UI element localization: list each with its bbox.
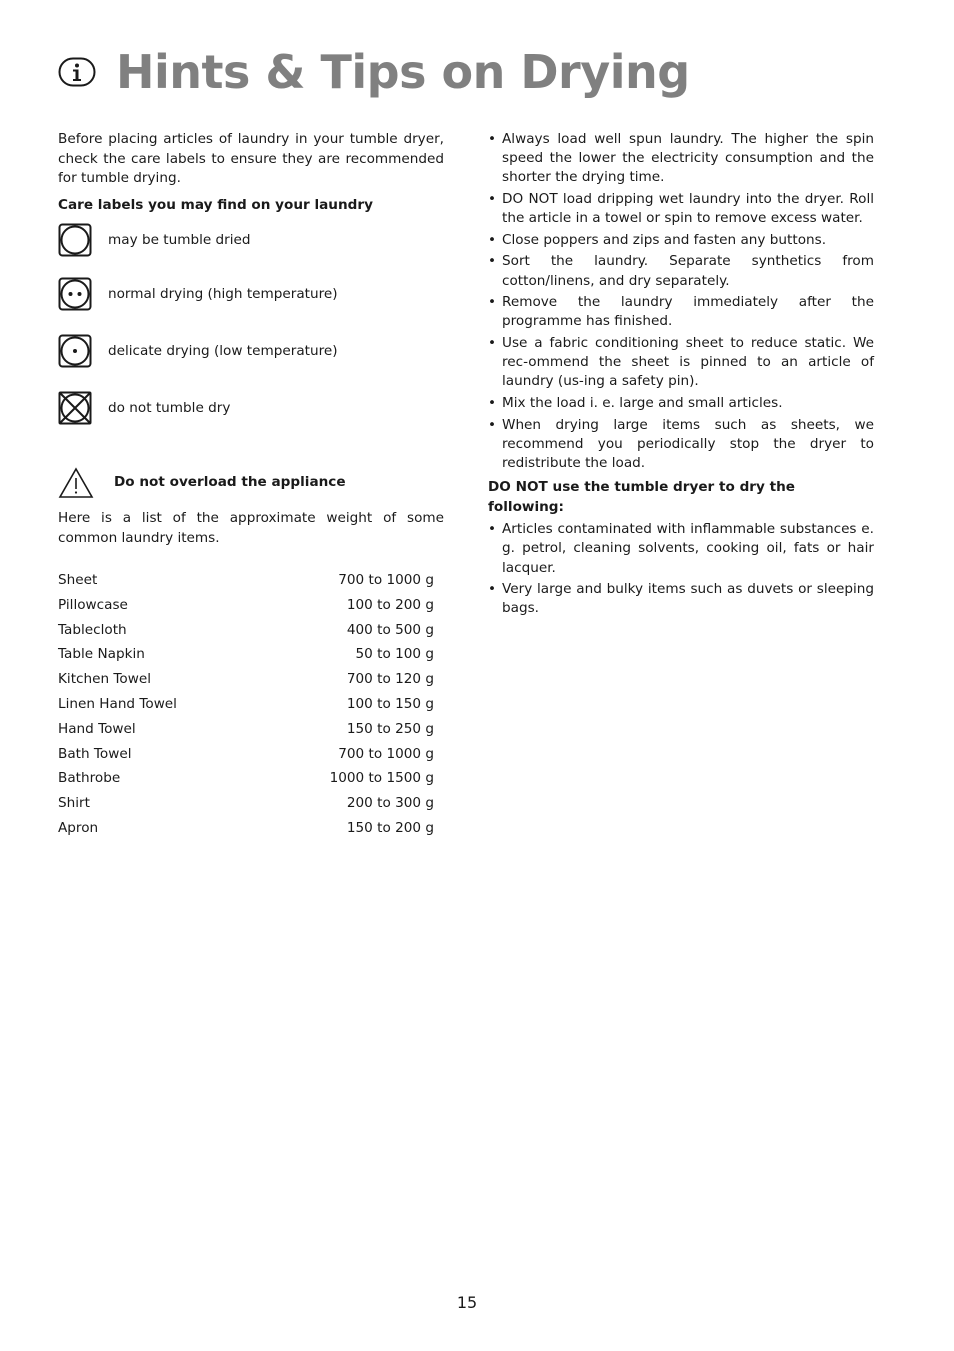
- bullet-marker: •: [488, 581, 497, 598]
- table-row: [58, 717, 434, 742]
- page-title: Hints & Tips on Drying: [116, 45, 690, 99]
- table-row: [58, 766, 434, 791]
- list-item: [488, 334, 874, 392]
- list-item: [488, 520, 874, 578]
- care-label-item: [58, 277, 338, 311]
- table-row: [58, 593, 434, 618]
- do-not-heading: DO NOT use the tumble dryer to dry the following:: [488, 479, 795, 515]
- tumble-dry-high-icon: [58, 277, 92, 311]
- care-label-text: do not tumble dry: [108, 400, 231, 416]
- item-name: Shirt: [58, 795, 90, 812]
- list-item: [488, 231, 874, 250]
- table-row: [58, 742, 434, 767]
- tip-text: Always load well spun laundry. The higher the spin speed the lower the electricity consumption and the shorter the drying time.: [502, 131, 874, 186]
- item-weight: 700 to 1000 g: [338, 745, 434, 762]
- item-name: Sheet: [58, 572, 98, 588]
- overload-warning-text: Do not overload the appliance: [114, 474, 346, 491]
- tip-text: Use a fabric conditioning sheet to reduce static. We rec-ommend the sheet is pinned to an article of laundry (us-ing a safety pin).: [502, 334, 874, 390]
- table-row: [58, 618, 434, 643]
- tip-text: DO NOT load dripping wet laundry into the dryer. Roll the article in a towel or spin to remove excess water.: [502, 191, 874, 227]
- bullet-marker: •: [488, 334, 497, 351]
- bullet-marker: •: [488, 131, 497, 147]
- tip-text: Close poppers and zips and fasten any buttons.: [502, 231, 827, 248]
- item-name: Linen Hand Towel: [58, 695, 177, 712]
- item-weight: 1000 to 1500 g: [329, 770, 434, 787]
- tumble-dry-low-icon: [58, 334, 92, 368]
- table-row: [58, 791, 434, 816]
- list-item: [488, 293, 874, 331]
- weights-intro: Here is a list of the approximate weight of some common laundry items.: [58, 510, 444, 546]
- tips-list: [488, 130, 874, 473]
- item-weight: 100 to 150 g: [346, 695, 434, 712]
- care-label-item: [58, 334, 338, 368]
- tip-text: Remove the laundry immediately after the programme has finished.: [502, 294, 874, 330]
- weight-table: [58, 568, 434, 841]
- bullet-marker: •: [488, 231, 497, 248]
- table-row: [58, 642, 434, 667]
- table-row: [58, 568, 434, 593]
- do-not-list: [488, 520, 874, 618]
- info-icon: [58, 57, 96, 87]
- bullet-marker: •: [488, 253, 497, 270]
- item-weight: 100 to 200 g: [346, 596, 434, 613]
- do-not-tumble-dry-icon: [58, 391, 92, 425]
- bullet-marker: •: [488, 416, 497, 433]
- bullet-marker: •: [488, 521, 497, 538]
- warning-triangle-icon: [58, 467, 94, 499]
- table-row: [58, 816, 434, 841]
- left-column: [58, 130, 444, 841]
- list-item: [488, 130, 874, 188]
- page-number: 15: [456, 1293, 478, 1312]
- tip-text: Mix the load i. e. large and small articles.: [502, 394, 783, 411]
- list-item: [488, 580, 874, 618]
- item-name: Tablecloth: [58, 621, 127, 638]
- item-name: Apron: [58, 819, 99, 836]
- bullet-marker: •: [488, 394, 497, 411]
- do-not-text: Very large and bulky items such as duvets or sleeping bags.: [502, 581, 874, 617]
- item-name: Bathrobe: [58, 770, 121, 787]
- care-labels-heading: Care labels you may find on your laundry: [58, 196, 373, 213]
- list-item: [488, 416, 874, 474]
- item-weight: 150 to 200 g: [346, 819, 434, 836]
- list-item: [488, 190, 874, 228]
- tip-text: When drying large items such as sheets, we recommend you periodically stop the dryer to redistribute the load.: [502, 416, 874, 471]
- do-not-text: Articles contaminated with inflammable substances e. g. petrol, cleaning solvents, cooking oil, fats or hair lacquer.: [502, 521, 874, 576]
- item-weight: 150 to 250 g: [346, 720, 434, 737]
- right-column: [488, 130, 874, 621]
- care-label-item: [58, 391, 230, 425]
- item-weight: 50 to 100 g: [355, 646, 434, 663]
- item-weight: 700 to 120 g: [346, 671, 434, 688]
- table-row: [58, 667, 434, 692]
- table-row: [58, 692, 434, 717]
- care-label-text: delicate drying (low temperature): [108, 343, 338, 359]
- overload-warning: [58, 467, 444, 499]
- care-label-text: may be tumble dried: [108, 232, 251, 248]
- item-name: Table Napkin: [58, 646, 145, 663]
- care-labels-list: [58, 223, 444, 423]
- tumble-dry-icon: [58, 223, 92, 257]
- page-header: [58, 40, 690, 104]
- item-weight: 200 to 300 g: [346, 795, 434, 812]
- item-name: Pillowcase: [58, 596, 128, 613]
- item-weight: 400 to 500 g: [346, 621, 434, 638]
- item-name: Kitchen Towel: [58, 671, 151, 688]
- list-item: [488, 252, 874, 290]
- item-name: Hand Towel: [58, 720, 136, 737]
- bullet-marker: •: [488, 191, 497, 207]
- care-label-item: [58, 223, 251, 257]
- intro-paragraph: Before placing articles of laundry in your tumble dryer, check the care labels to ensure they are recommended for tumble drying.: [58, 131, 444, 186]
- item-weight: 700 to 1000 g: [338, 572, 434, 588]
- tip-text: Sort the laundry. Separate synthetics from cotton/linens, and dry separately.: [502, 253, 874, 289]
- item-name: Bath Towel: [58, 745, 132, 762]
- care-label-text: normal drying (high temperature): [108, 286, 338, 302]
- bullet-marker: •: [488, 294, 497, 311]
- list-item: [488, 394, 874, 413]
